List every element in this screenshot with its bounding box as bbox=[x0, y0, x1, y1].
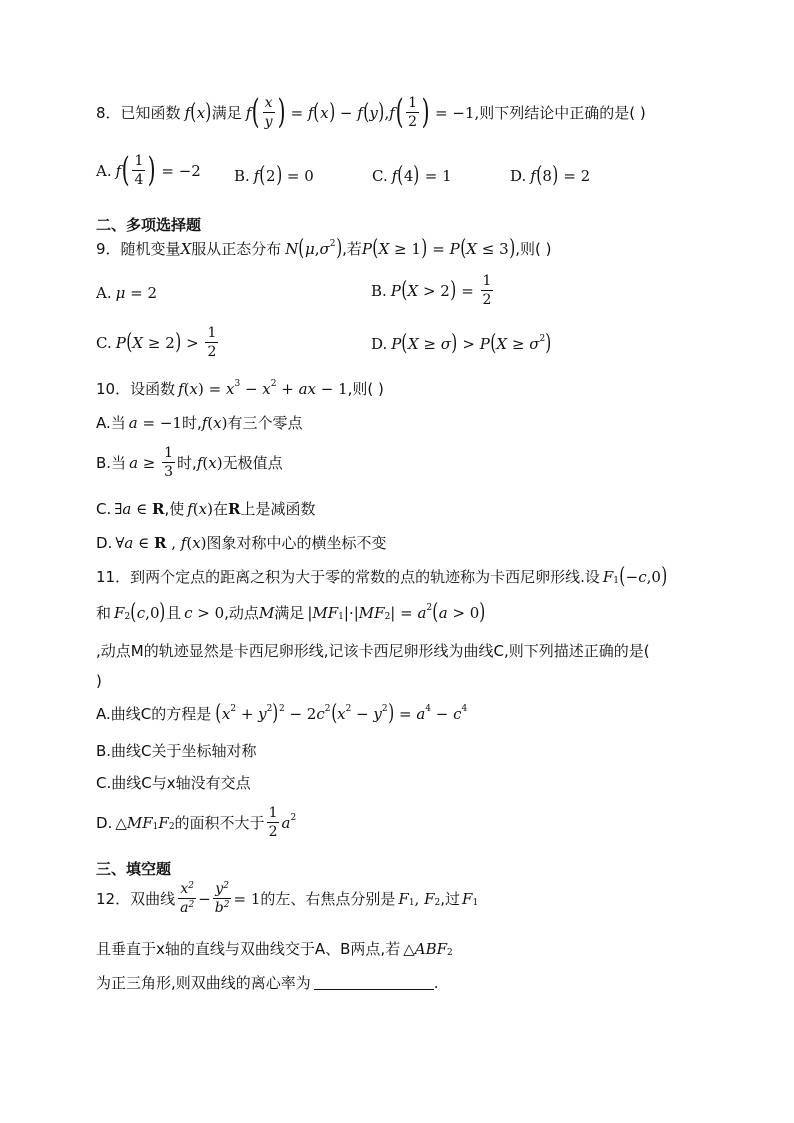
q11-line-2: 和 F $_2$ ( c ,0 ) 且 c > 0 ,动点 M 满足 | MF $_1$ |·| MF $_2$ | = a $^2$ ( a > 0 ) bbox=[96, 599, 486, 625]
section-heading-fill-in: 三、填空题 bbox=[96, 860, 172, 878]
q9-option-d: D. P ( X ≥ σ ) > P ( X ≥ σ $^2$ ) bbox=[371, 331, 552, 356]
q12-line-2: 且垂直于x轴的直线与双曲线交于A、B两点,若 △ ABF $_2$ bbox=[96, 939, 453, 958]
answer-blank[interactable] bbox=[314, 975, 434, 990]
q8-option-c: C. f ( 4 ) = 1 bbox=[372, 163, 452, 188]
q9-option-b: B. P ( X > 2 ) = $\frac{1}{2}$ bbox=[371, 273, 492, 308]
q11-option-c: C.曲线C与x轴没有交点 bbox=[96, 774, 251, 792]
q8-option-b: B. f ( 2 ) = 0 bbox=[234, 163, 314, 188]
q9-option-a: A. μ = 2 bbox=[96, 284, 158, 302]
q9-option-c: C. P ( X ≥ 2 ) > $\frac{1}{2}$ bbox=[96, 325, 217, 360]
q12-line-3: 为正三角形,则双曲线的离心率为 . bbox=[96, 973, 439, 992]
q8-number: 8． bbox=[96, 104, 121, 122]
q10-option-d: D. ∀ a ∈ R , f ( x ) 图象对称中心的横坐标不变 bbox=[96, 533, 387, 552]
q8-option-a: A. f ( $\frac{1}{4}$ ) = −2 bbox=[96, 150, 201, 191]
q8-stem: 8． 已知函数 f ( x ) 满足 f ( $\frac{x}{y}$ ) = f ( x ) − f ( y ) , f ( $\frac{1}{2}$ ) = −1, 则下列结论中正确的是( ) bbox=[96, 92, 646, 133]
q11-option-b: B.曲线C关于坐标轴对称 bbox=[96, 742, 257, 760]
q9-stem: 9． 随机变量 X 服从正态分布 N ( μ , σ $^2$ ) ,若 P ( X ≥ 1 ) = P ( X ≤ 3 ) ,则( ) bbox=[96, 235, 552, 261]
q11-line-1: 11． 到两个定点的距离之积为大于零的常数的点的轨迹称为卡西尼卵形线.设 F $_1$ ( − c ,0 ) bbox=[96, 563, 668, 589]
q11-option-a: A.曲线C的方程是 ( x $^2$ + y $^2$ ) $^2$ − 2 c $^2$ ( x $^2$ − y $^2$ ) = a $^4$ − c $^4$ bbox=[96, 700, 468, 726]
q10-option-c: C. ∃ a ∈ R ,使 f ( x ) 在 R 上是减函数 bbox=[96, 499, 316, 518]
section-heading-multiple-choice: 二、多项选择题 bbox=[96, 216, 202, 234]
q11-line-4: ) bbox=[96, 672, 102, 690]
q10-stem: 10． 设函数 f ( x ) = x $^3$ − x $^2$ + ax − 1 ,则( ) bbox=[96, 378, 384, 398]
q12-line-1: 12． 双曲线 $\frac{x^2}{a^2}$ − $\frac{y^2}{b^2}$ = 1 的左、右焦点分别是 F $_1$ , F $_2$ ,过 F $_1$ bbox=[96, 881, 479, 916]
q11-option-d: D. △ MF $_1$ F $_2$ 的面积不大于 $\frac{1}{2}$ a $^2$ bbox=[96, 805, 297, 840]
q11-line-3: ,动点M的轨迹显然是卡西尼卵形线,记该卡西尼卵形线为曲线C,则下列描述正确的是( bbox=[96, 642, 650, 660]
q10-option-a: A.当 a = −1 时, f ( x ) 有三个零点 bbox=[96, 413, 303, 432]
q10-option-b: B.当 a ≥ $\frac{1}{3}$ 时, f ( x ) 无极值点 bbox=[96, 445, 283, 480]
q8-option-d: D. f ( 8 ) = 2 bbox=[510, 163, 591, 188]
